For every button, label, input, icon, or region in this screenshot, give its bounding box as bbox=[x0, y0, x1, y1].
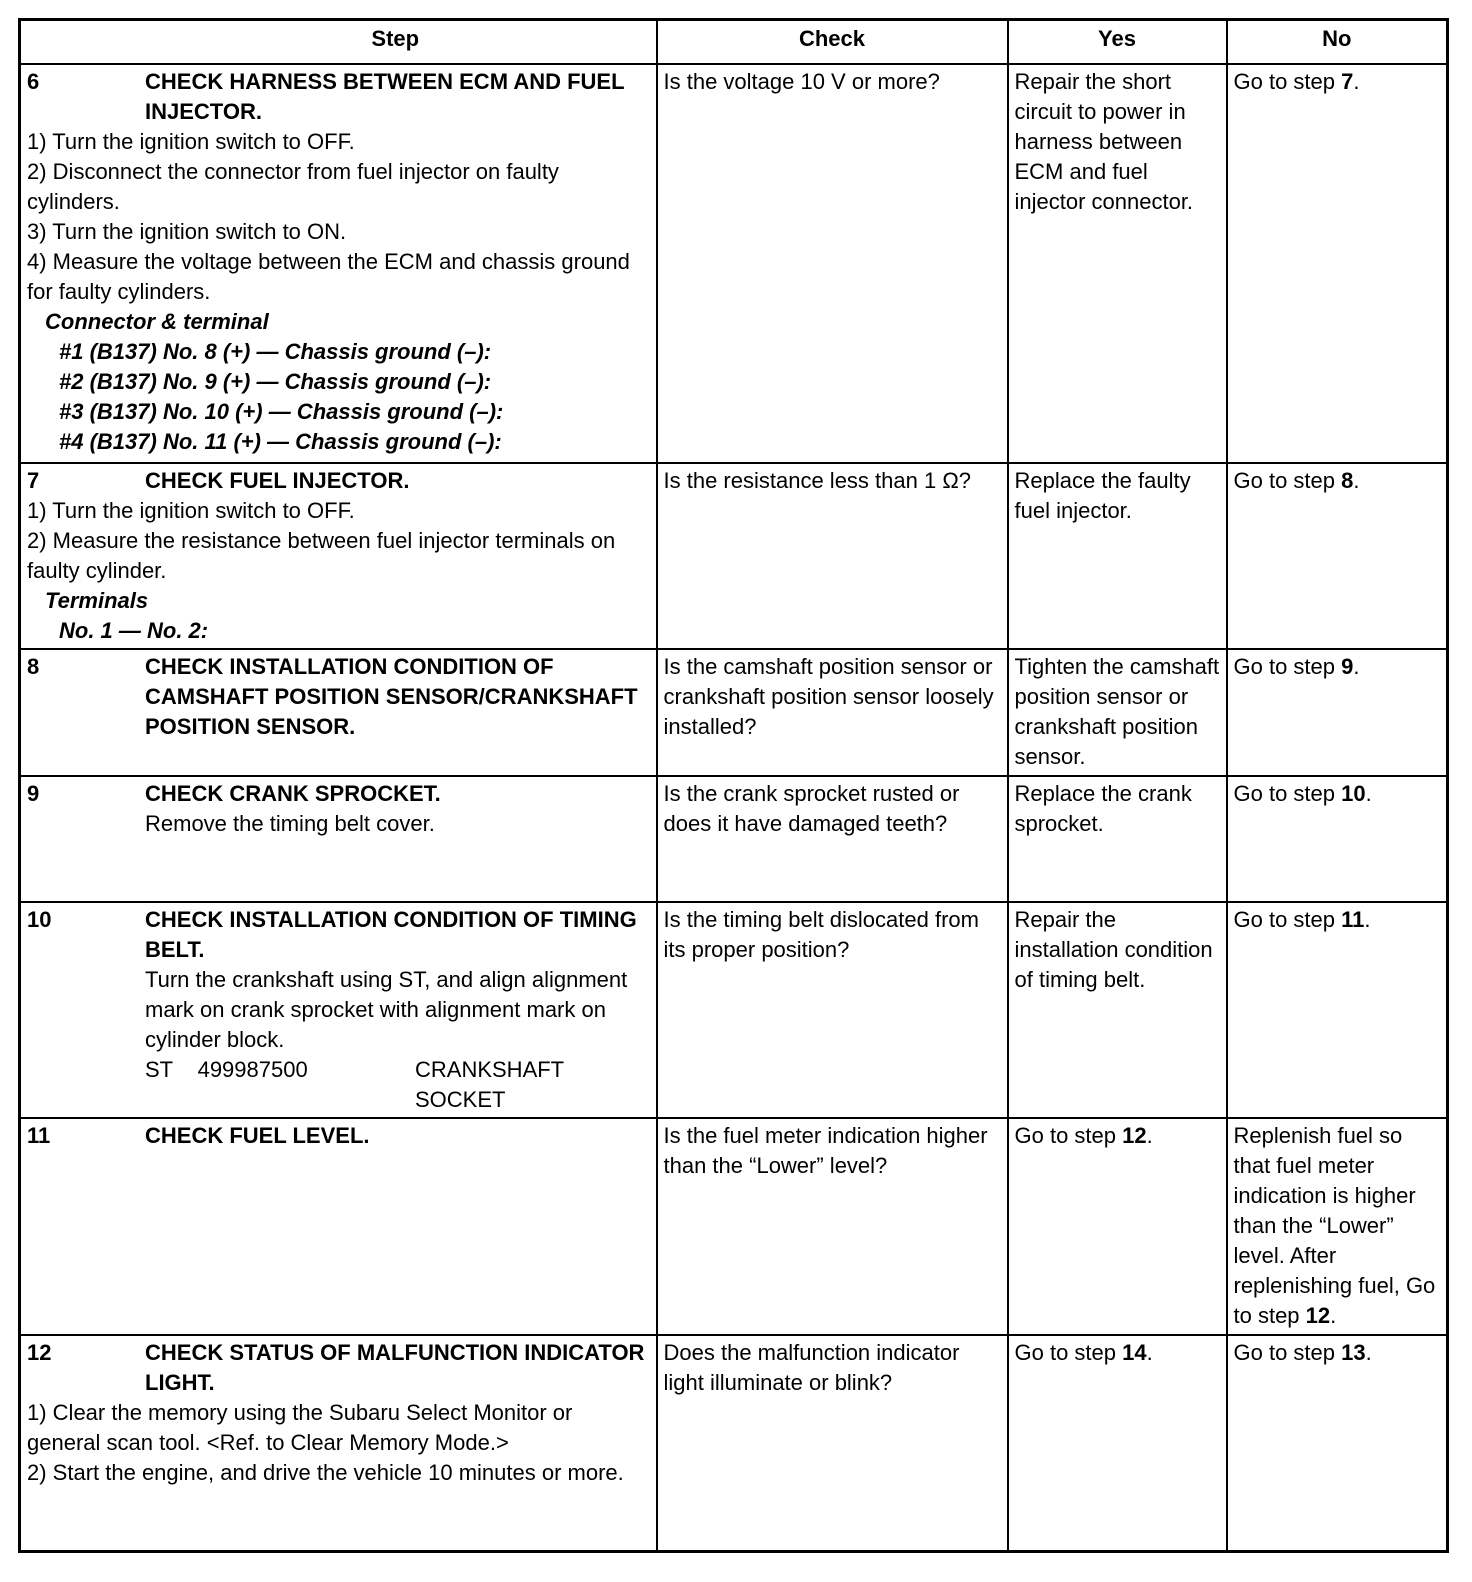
no-cell bbox=[1227, 1118, 1448, 1335]
step-ref: 12 bbox=[1305, 1303, 1331, 1329]
table-row bbox=[20, 902, 1448, 1119]
step-number: 10 bbox=[27, 906, 52, 932]
step-number: 9 bbox=[27, 780, 40, 806]
no-text: Replenish fuel so that fuel meter indication is higher than the “Lower” level. After replenishing fuel, Go to step bbox=[1233, 1123, 1436, 1329]
step-cell bbox=[20, 463, 657, 649]
no-end: . bbox=[1353, 654, 1360, 680]
step-line: 3) Turn the ignition switch to ON. bbox=[27, 219, 347, 244]
step-line: 1) Turn the ignition switch to OFF. bbox=[27, 497, 355, 523]
no-cell bbox=[1227, 902, 1448, 1119]
header-check: Check bbox=[657, 20, 1008, 65]
no-text: Go to step bbox=[1233, 654, 1342, 680]
header-step: Step bbox=[20, 20, 657, 65]
yes-cell: Tighten the camshaft position sensor or crankshaft position sensor. bbox=[1008, 649, 1227, 775]
step-ref: 12 bbox=[1122, 1123, 1147, 1149]
no-end: . bbox=[1365, 1339, 1372, 1365]
table-row bbox=[20, 463, 1448, 649]
step-ref: 13 bbox=[1341, 1339, 1366, 1365]
step-line: 1) Clear the memory using the Subaru Select Monitor or general scan tool. <Ref. to Clear Memory Mode.> bbox=[27, 1399, 573, 1455]
step-cell bbox=[20, 64, 657, 463]
step-ref: 7 bbox=[1341, 69, 1354, 94]
step-ref: 10 bbox=[1341, 780, 1366, 806]
step-line: Turn the crankshaft using ST, and align alignment mark on crank sprocket with alignment mark on cylinder block. bbox=[145, 966, 628, 1052]
header-yes: Yes bbox=[1008, 20, 1227, 65]
yes-cell: Replace the crank sprocket. bbox=[1008, 776, 1227, 902]
header-no: No bbox=[1227, 20, 1448, 65]
step-number: 12 bbox=[27, 1339, 52, 1365]
step-line: Remove the timing belt cover. bbox=[145, 810, 435, 836]
step-title: CHECK FUEL LEVEL. bbox=[145, 1123, 370, 1149]
no-cell bbox=[1227, 649, 1448, 775]
check-cell: Is the resistance less than 1 Ω? bbox=[657, 463, 1008, 649]
yes-cell bbox=[1008, 1335, 1227, 1552]
step-number: 11 bbox=[27, 1123, 51, 1149]
check-cell: Is the voltage 10 V or more? bbox=[657, 64, 1008, 463]
step-number: 6 bbox=[27, 69, 40, 94]
yes-end: . bbox=[1146, 1339, 1153, 1365]
connector-terminal: #2 (B137) No. 9 (+) — Chassis ground (–): bbox=[59, 369, 492, 394]
step-line: 2) Disconnect the connector from fuel injector on faulty cylinders. bbox=[27, 159, 559, 214]
step-cell bbox=[20, 1335, 657, 1552]
no-text: Go to step bbox=[1233, 69, 1342, 94]
step-cell bbox=[20, 649, 657, 775]
step-line: 2) Start the engine, and drive the vehicle 10 minutes or more. bbox=[27, 1459, 624, 1485]
check-cell: Is the camshaft position sensor or crankshaft position sensor loosely installed? bbox=[657, 649, 1008, 775]
no-end: . bbox=[1330, 1303, 1337, 1329]
diagnostic-table bbox=[18, 18, 1449, 1553]
check-cell: Does the malfunction indicator light illuminate or blink? bbox=[657, 1335, 1008, 1552]
no-cell bbox=[1227, 1335, 1448, 1552]
table-header-row bbox=[20, 20, 1448, 65]
step-ref: 8 bbox=[1341, 467, 1354, 493]
no-end: . bbox=[1353, 467, 1360, 493]
step-title: CHECK FUEL INJECTOR. bbox=[145, 467, 410, 493]
step-cell bbox=[20, 776, 657, 902]
table-row bbox=[20, 649, 1448, 775]
table-row bbox=[20, 1335, 1448, 1552]
step-ref: 9 bbox=[1341, 654, 1354, 680]
special-tool-label: ST bbox=[145, 1056, 174, 1082]
step-title: CHECK STATUS OF MALFUNCTION INDICATOR LIGHT. bbox=[145, 1339, 645, 1395]
step-ref: 11 bbox=[1341, 906, 1365, 932]
step-line: 4) Measure the voltage between the ECM and chassis ground for faulty cylinders. bbox=[27, 249, 630, 304]
no-end: . bbox=[1353, 69, 1360, 94]
yes-end: . bbox=[1146, 1123, 1153, 1149]
special-tool-name: CRANKSHAFT SOCKET bbox=[415, 1056, 564, 1112]
no-text: Go to step bbox=[1233, 467, 1342, 493]
step-cell bbox=[20, 1118, 657, 1335]
connector-terminal: No. 1 — No. 2: bbox=[59, 617, 209, 643]
step-title: CHECK HARNESS BETWEEN ECM AND FUEL INJECTOR. bbox=[145, 69, 625, 124]
step-title: CHECK CRANK SPROCKET. bbox=[145, 780, 441, 806]
no-text: Go to step bbox=[1233, 906, 1342, 932]
terminals-label: Terminals bbox=[45, 587, 149, 613]
check-cell: Is the timing belt dislocated from its proper position? bbox=[657, 902, 1008, 1119]
step-cell bbox=[20, 902, 657, 1119]
yes-text: Go to step bbox=[1014, 1339, 1123, 1365]
special-tool-code: 499987500 bbox=[197, 1056, 308, 1082]
yes-cell bbox=[1008, 1118, 1227, 1335]
yes-cell: Replace the faulty fuel injector. bbox=[1008, 463, 1227, 649]
no-cell bbox=[1227, 776, 1448, 902]
no-end: . bbox=[1365, 780, 1372, 806]
connector-label: Connector & terminal bbox=[45, 309, 269, 334]
step-title: CHECK INSTALLATION CONDITION OF TIMING BELT. bbox=[145, 906, 637, 962]
table-row bbox=[20, 1118, 1448, 1335]
no-cell bbox=[1227, 64, 1448, 463]
step-title: CHECK INSTALLATION CONDITION OF CAMSHAFT POSITION SENSOR/CRANKSHAFT POSITION SENSOR. bbox=[145, 654, 638, 740]
connector-terminal: #4 (B137) No. 11 (+) — Chassis ground (–): bbox=[59, 429, 502, 454]
check-cell: Is the fuel meter indication higher than the “Lower” level? bbox=[657, 1118, 1008, 1335]
no-text: Go to step bbox=[1233, 1339, 1342, 1365]
step-line: 1) Turn the ignition switch to OFF. bbox=[27, 129, 355, 154]
special-tool bbox=[145, 1055, 650, 1115]
check-cell: Is the crank sprocket rusted or does it have damaged teeth? bbox=[657, 776, 1008, 902]
connector-terminal: #3 (B137) No. 10 (+) — Chassis ground (–): bbox=[59, 399, 504, 424]
table-row bbox=[20, 776, 1448, 902]
no-text: Go to step bbox=[1233, 780, 1342, 806]
step-number: 7 bbox=[27, 467, 40, 493]
table-row bbox=[20, 64, 1448, 463]
yes-cell: Repair the installation condition of timing belt. bbox=[1008, 902, 1227, 1119]
step-number: 8 bbox=[27, 654, 40, 680]
step-line: 2) Measure the resistance between fuel injector terminals on faulty cylinder. bbox=[27, 527, 616, 583]
no-end: . bbox=[1364, 906, 1371, 932]
yes-text: Go to step bbox=[1014, 1123, 1123, 1149]
connector-terminal: #1 (B137) No. 8 (+) — Chassis ground (–): bbox=[59, 339, 492, 364]
step-ref: 14 bbox=[1122, 1339, 1147, 1365]
special-tool-id bbox=[145, 1055, 415, 1115]
no-cell bbox=[1227, 463, 1448, 649]
yes-cell: Repair the short circuit to power in harness between ECM and fuel injector connector. bbox=[1008, 64, 1227, 463]
